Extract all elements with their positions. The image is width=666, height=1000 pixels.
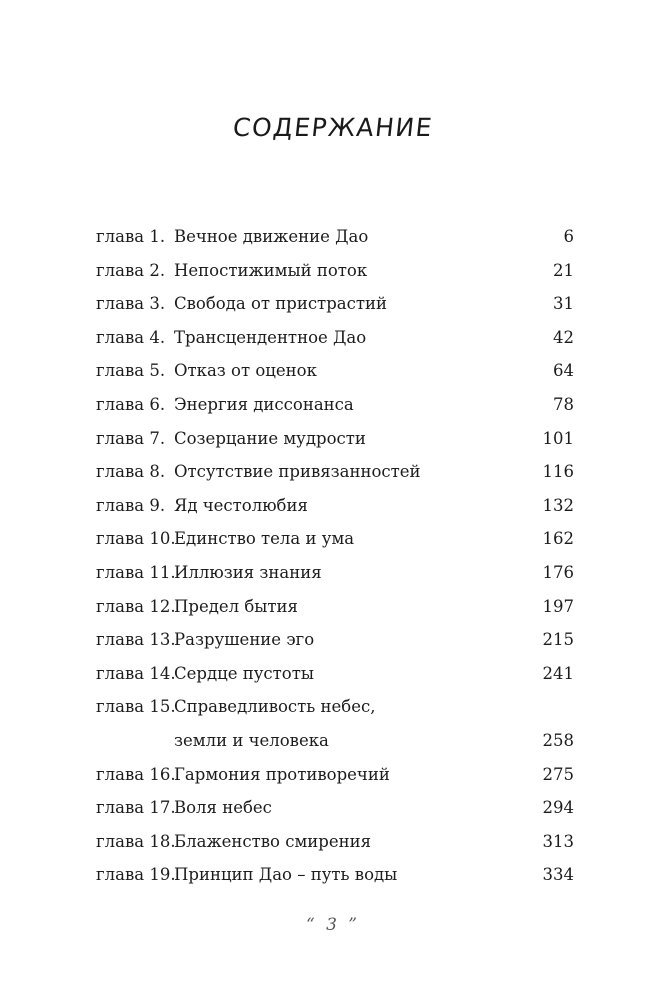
toc-entry[interactable] — [96, 522, 574, 556]
dot-leader — [321, 362, 549, 379]
chapter-prefix: глава 3. — [96, 294, 166, 314]
dot-leader — [358, 530, 538, 547]
toc-entry[interactable] — [96, 590, 574, 624]
dot-leader — [401, 866, 538, 883]
chapter-title: Воля небес — [174, 798, 272, 818]
toc-entry[interactable] — [96, 354, 574, 388]
dot-leader — [370, 430, 539, 447]
chapter-prefix: глава 6. — [96, 394, 166, 414]
dot-leader — [276, 799, 539, 816]
chapter-prefix: глава 12. — [96, 596, 176, 616]
page-number: 132 — [542, 495, 574, 515]
chapter-prefix: глава 19. — [96, 865, 176, 885]
toc-entry[interactable] — [96, 690, 574, 757]
chapter-prefix: глава 18. — [96, 831, 176, 851]
toc-entry[interactable] — [96, 791, 574, 825]
page-number: 197 — [542, 596, 574, 616]
chapter-prefix: глава 2. — [96, 260, 166, 280]
dot-leader — [391, 295, 549, 312]
dot-leader — [372, 228, 559, 245]
chapter-title: Трансцендентное Дао — [174, 327, 367, 347]
chapter-title: Сердце пустоты — [174, 663, 315, 683]
chapter-prefix: глава 7. — [96, 428, 166, 448]
chapter-title: Свобода от пристрастий — [174, 294, 387, 314]
chapter-title: Блаженство смирения — [174, 831, 372, 851]
table-of-contents — [96, 220, 574, 892]
page-number: 64 — [553, 361, 574, 381]
toc-entry[interactable] — [96, 556, 574, 590]
chapter-prefix: глава 14. — [96, 663, 176, 683]
dot-leader — [370, 329, 549, 346]
page-folio: “ 3 ” — [305, 915, 360, 935]
chapter-title: Иллюзия знания — [174, 562, 322, 582]
chapter-prefix: глава 16. — [96, 764, 176, 784]
chapter-title: Справедливость небес, — [174, 697, 376, 717]
chapter-prefix: глава 10. — [96, 529, 176, 549]
dot-leader — [326, 564, 539, 581]
chapter-title: Отсутствие привязанностей — [174, 462, 421, 482]
page-number: 78 — [553, 394, 574, 414]
page-number: 116 — [542, 462, 574, 482]
toc-entry[interactable] — [96, 388, 574, 422]
dot-leader — [375, 833, 538, 850]
chapter-title-continued: земли и человека — [174, 730, 329, 750]
dot-leader — [318, 631, 538, 648]
chapter-title: Разрушение эго — [174, 630, 315, 650]
toc-entry[interactable] — [96, 758, 574, 792]
page-number: 258 — [542, 730, 574, 750]
chapter-title: Предел бытия — [174, 596, 298, 616]
chapter-prefix: глава 1. — [96, 227, 166, 246]
page-number: 31 — [553, 294, 574, 314]
page-number: 21 — [553, 260, 574, 280]
toc-entry[interactable] — [96, 623, 574, 657]
dot-leader — [371, 262, 549, 279]
toc-entry[interactable] — [96, 455, 574, 489]
dot-leader — [358, 396, 549, 413]
chapter-title: Яд честолюбия — [174, 495, 308, 515]
chapter-title: Отказ от оценок — [174, 361, 317, 381]
chapter-prefix: глава 11. — [96, 562, 176, 582]
toc-entry[interactable] — [96, 657, 574, 691]
chapter-prefix: глава 13. — [96, 630, 176, 650]
chapter-title: Непостижимый поток — [174, 260, 368, 280]
dot-leader — [302, 598, 539, 615]
chapter-title: Единство тела и ума — [174, 529, 355, 549]
page-number: 313 — [542, 831, 574, 851]
page-number: 176 — [542, 562, 574, 582]
dot-leader — [425, 463, 539, 480]
chapter-prefix: глава 4. — [96, 327, 166, 347]
page-number: 275 — [542, 764, 574, 784]
toc-entry[interactable] — [96, 220, 574, 254]
page-number: 241 — [542, 663, 574, 683]
toc-entry[interactable] — [96, 825, 574, 859]
chapter-title: Принцип Дао – путь воды — [174, 865, 398, 885]
chapter-title: Гармония противоречий — [174, 764, 390, 784]
page-number: 334 — [542, 865, 574, 885]
page-number: 215 — [542, 630, 574, 650]
page-number: 294 — [542, 798, 574, 818]
page-number: 42 — [553, 327, 574, 347]
page-number: 101 — [542, 428, 574, 448]
dot-leader — [312, 497, 539, 514]
page-title: СОДЕРЖАНИЕ — [231, 113, 435, 142]
chapter-title: Созерцание мудрости — [174, 428, 366, 448]
toc-entry[interactable] — [96, 489, 574, 523]
chapter-prefix: глава 17. — [96, 798, 176, 818]
toc-entry[interactable] — [96, 287, 574, 321]
chapter-title: Энергия диссонанса — [174, 394, 354, 414]
chapter-prefix: глава 5. — [96, 361, 166, 381]
toc-entry[interactable] — [96, 858, 574, 892]
chapter-prefix: глава 9. — [96, 495, 166, 515]
chapter-prefix: глава 8. — [96, 462, 166, 482]
dot-leader — [394, 765, 539, 782]
toc-entry[interactable] — [96, 254, 574, 288]
page-number: 6 — [563, 227, 574, 246]
toc-entry[interactable] — [96, 422, 574, 456]
dot-leader — [333, 732, 539, 749]
chapter-prefix: глава 15. — [96, 697, 176, 717]
dot-leader — [318, 665, 538, 682]
toc-entry[interactable] — [96, 321, 574, 355]
chapter-title: Вечное движение Дао — [174, 227, 369, 246]
page-number: 162 — [542, 529, 574, 549]
